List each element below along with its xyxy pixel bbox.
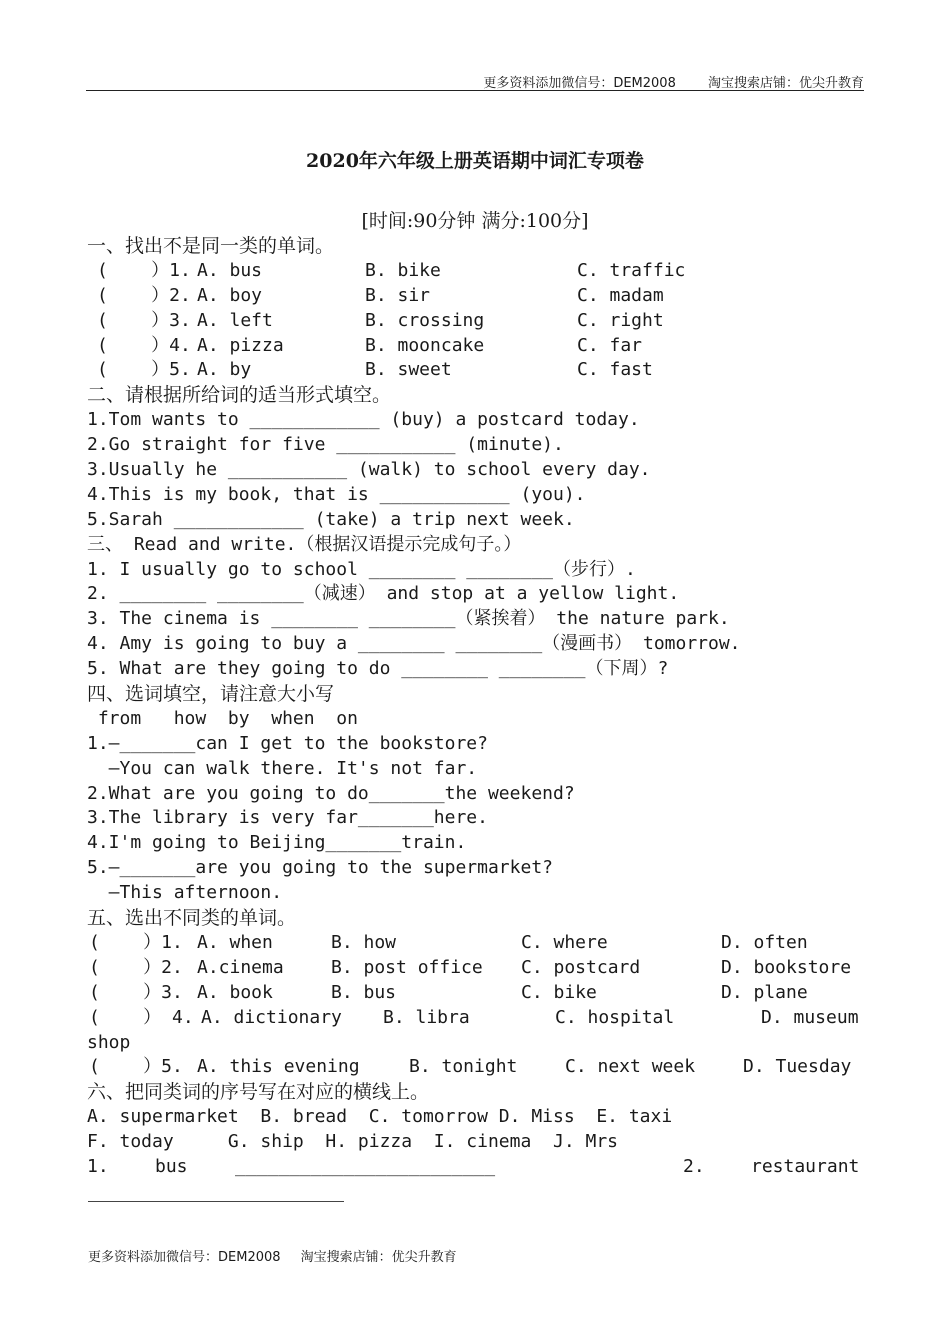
s1-option-b: B. crossing <box>365 309 485 331</box>
s1-option-c: C. right <box>577 309 664 331</box>
s1-option-b: B. sweet <box>365 359 452 381</box>
section-3-heading: 三、 Read and write.（根据汉语提示完成句子。） <box>87 533 522 555</box>
s2-question: 5.Sarah ____________ (take) a trip next week. <box>87 508 575 530</box>
s5-option-a: A.cinema <box>197 956 284 978</box>
s3-question: 3. The cinema is ________ ________（紧挨着） the nature park. <box>87 608 730 630</box>
s3-question: 2. ________ ________（减速） and stop at a yellow light. <box>87 583 680 605</box>
page-header <box>455 72 864 91</box>
s5-option-c: C. hospital <box>555 1006 675 1028</box>
header-divider <box>86 90 864 91</box>
exam-subtitle: [时间:90分钟 满分:100分] <box>361 210 589 232</box>
s2-question: 2.Go straight for five ___________ (minute). <box>87 434 564 456</box>
s5-option-d: D. often <box>721 931 808 953</box>
section-4-heading: 四、选词填空，请注意大小写 <box>87 683 335 706</box>
s6-q2-number: 2. <box>683 1155 705 1177</box>
s5-option-c: C. bike <box>521 981 597 1003</box>
s5-option-a: A. book <box>197 981 273 1003</box>
s1-option-c: C. madam <box>577 284 664 306</box>
s1-option-a: A. by <box>197 359 252 381</box>
s1-option-c: C. fast <box>577 359 653 381</box>
s4-question: 5.—_______are you going to the supermarket? <box>87 857 553 879</box>
s5-question-row <box>87 1055 877 1080</box>
s3-question: 1. I usually go to school ________ ________（步行）. <box>87 558 636 580</box>
s1-question-number: ( ）4. <box>97 334 191 356</box>
s1-option-a: A. left <box>197 309 273 331</box>
s5-option-b: B. post office <box>331 956 483 978</box>
s5-option-b: B. how <box>331 931 397 953</box>
s1-question-number: ( ）1. <box>97 259 191 281</box>
s6-word-list-1: A. supermarket B. bread C. tomorrow D. Miss E. taxi <box>87 1106 673 1128</box>
s1-question-row <box>87 334 877 359</box>
s6-q1-number: 1. <box>87 1155 109 1177</box>
s6-word-list-2: F. today G. ship H. pizza I. cinema J. Mrs <box>87 1131 619 1153</box>
footer-shop: 淘宝搜索店铺：优尖升教育 <box>300 1250 457 1265</box>
s6-q1-word: bus <box>155 1155 188 1177</box>
s1-option-a: A. boy <box>197 284 263 306</box>
s4-question: 4.I'm going to Beijing_______train. <box>87 832 467 854</box>
s2-question: 4.This is my book, that is ____________ (you). <box>87 483 586 505</box>
s5-question-number: ( ）3. <box>89 981 183 1003</box>
s1-option-a: A. bus <box>197 259 263 281</box>
section-5-heading: 五、选出不同类的单词。 <box>87 907 297 930</box>
s1-question-number: ( ）2. <box>97 284 191 306</box>
section-6-heading: 六、把同类词的序号写在对应的横线上。 <box>87 1081 430 1104</box>
s1-option-b: B. bike <box>365 259 441 281</box>
s1-question-row <box>87 358 877 383</box>
s1-question-number: ( ）5. <box>97 359 191 381</box>
s4-question: —This afternoon. <box>87 882 283 904</box>
s5-option-c: C. where <box>521 931 608 953</box>
s5-question-row <box>87 981 877 1006</box>
s6-q1-blank: ________________________ <box>235 1155 496 1177</box>
answer-blank-line <box>88 1201 344 1202</box>
exam-body <box>87 234 877 1180</box>
s1-question-row <box>87 284 877 309</box>
s4-question: 3.The library is very far_______here. <box>87 807 488 829</box>
s5-option-a: A. dictionary <box>201 1006 342 1028</box>
section-2-heading: 二、请根据所给词的适当形式填空。 <box>87 384 392 407</box>
s4-question: 2.What are you going to do_______the weekend? <box>87 782 575 804</box>
s3-question: 5. What are they going to do ________ ________（下周）? <box>87 658 669 680</box>
s4-word-bank: from how by when on <box>87 707 358 729</box>
s4-question: 1.—_______can I get to the bookstore? <box>87 732 488 754</box>
s6-category-row <box>87 1155 877 1180</box>
s5-question-row <box>87 1006 877 1031</box>
s5-option-d: D. museum <box>761 1006 859 1028</box>
s1-option-a: A. pizza <box>197 334 284 356</box>
s5-question-row <box>87 956 877 981</box>
s2-question: 3.Usually he ___________ (walk) to school every day. <box>87 459 651 481</box>
s1-option-b: B. mooncake <box>365 334 485 356</box>
s3-question: 4. Amy is going to buy a ________ ________（漫画书） tomorrow. <box>87 633 741 655</box>
footer-wechat: 更多资料添加微信号：DEM2008 <box>88 1250 281 1265</box>
s5-option-d: D. Tuesday <box>743 1056 852 1078</box>
s6-q2-word: restaurant <box>751 1155 860 1177</box>
s1-option-c: C. far <box>577 334 643 356</box>
s5-option-c: C. postcard <box>521 956 641 978</box>
s5-option-d: D. plane <box>721 981 808 1003</box>
s5-option-b: B. libra <box>383 1006 470 1028</box>
s5-question-number: ( ）2. <box>89 956 183 978</box>
s2-question: 1.Tom wants to ____________ (buy) a postcard today. <box>87 409 640 431</box>
s5-question-number: ( ） 4. <box>89 1006 194 1028</box>
s5-question-number: ( ）1. <box>89 931 183 953</box>
s5-option-c: C. next week <box>565 1056 696 1078</box>
s5-option-b: B. bus <box>331 981 397 1003</box>
page-footer <box>88 1246 457 1265</box>
s5-option-a: A. this evening <box>197 1056 360 1078</box>
header-wechat: 更多资料添加微信号：DEM2008 <box>483 76 676 91</box>
section-1-heading: 一、找出不是同一类的单词。 <box>87 235 335 257</box>
s1-option-c: C. traffic <box>577 259 686 281</box>
s5-wrapped-word: shop <box>87 1031 131 1053</box>
s5-option-a: A. when <box>197 931 273 953</box>
s5-question-number: ( ）5. <box>89 1056 183 1078</box>
s4-question: —You can walk there. It's not far. <box>87 757 478 779</box>
s1-question-number: ( ）3. <box>97 309 191 331</box>
header-shop: 淘宝搜索店铺：优尖升教育 <box>707 76 864 91</box>
s1-question-row <box>87 309 877 334</box>
exam-title: 2020年六年级上册英语期中词汇专项卷 <box>306 150 644 172</box>
s1-option-b: B. sir <box>365 284 431 306</box>
s5-option-b: B. tonight <box>409 1056 518 1078</box>
s5-question-row <box>87 931 877 956</box>
s1-question-row <box>87 259 877 284</box>
s5-option-d: D. bookstore <box>721 956 852 978</box>
